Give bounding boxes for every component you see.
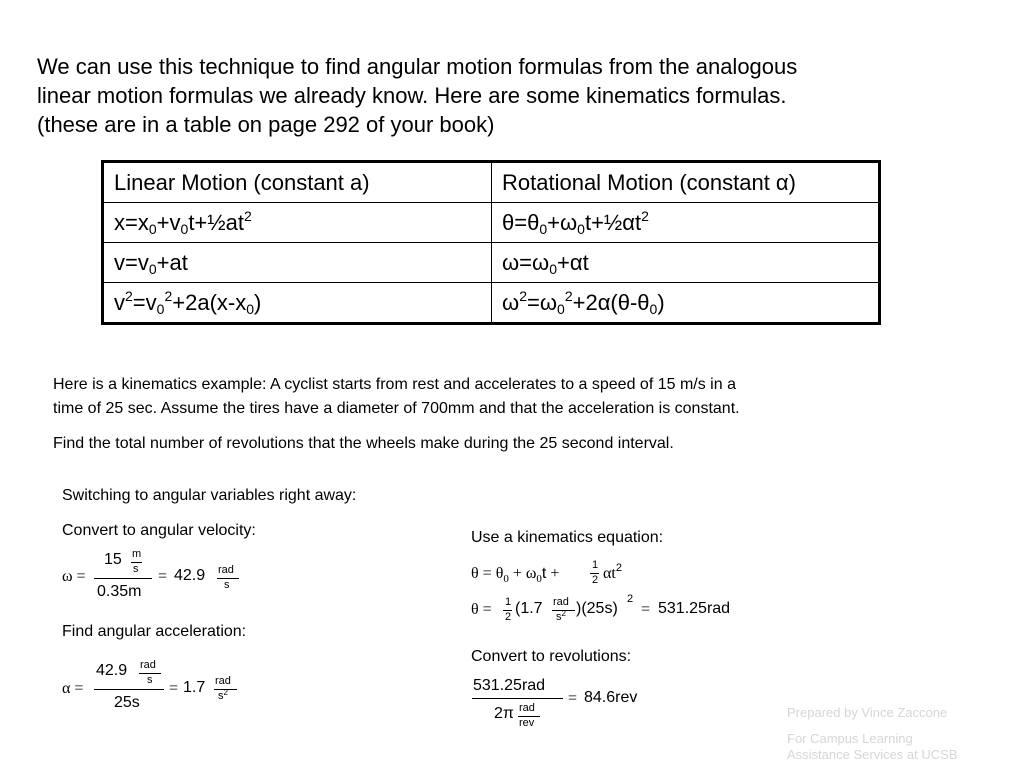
omega-lhs: ω = — [62, 568, 86, 585]
theta-lhs: θ = — [471, 601, 492, 618]
alpha-unit-top: rad — [553, 596, 569, 608]
example-line-1: Here is a kinematics example: A cyclist starts from rest and accelerates to a speed of 15 m/s in a — [53, 376, 736, 393]
fraction-bar — [94, 689, 164, 690]
half-numerator: 1 — [592, 559, 599, 571]
equals-sign: = — [158, 568, 168, 585]
result-value: 84.6rev — [584, 689, 638, 706]
switching-label: Switching to angular variables right away: — [62, 487, 357, 504]
convert-revolutions-label: Convert to revolutions: — [471, 648, 632, 665]
linear-velocity-formula: $v=v_0+at$ — [103, 243, 492, 283]
time-exponent: 2 — [627, 593, 634, 605]
time-value: )(25s) — [576, 600, 618, 617]
table-header-row — [103, 162, 880, 203]
half-numerator: 1 — [505, 596, 512, 608]
intro-line-1: We can use this technique to find angular motion formulas from the analogous — [37, 54, 798, 79]
linear-position-formula: $x=x_0+v_0t+\frac{1}{2}at^2$ — [103, 203, 492, 243]
header-rotational: Rotational Motion (constant α) — [492, 162, 880, 203]
denominator: 25s — [114, 694, 140, 711]
theta-equation-text: $\theta = \theta_0 + \omega_0t$ + — [471, 565, 560, 585]
result-unit-top: rad — [218, 564, 234, 576]
fraction-bar — [94, 578, 152, 579]
prepared-by-credit: Prepared by Vince Zaccone — [787, 705, 948, 720]
numerator-unit-top: m — [132, 548, 142, 560]
example-line-2: time of 25 sec. Assume the tires have a diameter of 700mm and that the acceleration is constant. — [53, 400, 740, 417]
equals-sign: = — [169, 680, 179, 697]
table-row — [103, 243, 880, 283]
alpha-unit-bottom: $s^2$ — [556, 609, 566, 623]
rotational-position-formula: $\theta=\theta_0+\omega_0t+\frac{1}{2}\alpha t^2$ — [492, 203, 880, 243]
linear-velocity-squared-formula: $v^2=v_0^2+2a(x-x_0)$ — [103, 283, 492, 324]
denominator-unit-top: rad — [519, 702, 535, 714]
find-acceleration-label: Find angular acceleration: — [62, 623, 247, 640]
convert-velocity-label: Convert to angular velocity: — [62, 522, 256, 539]
half-denominator: 2 — [505, 611, 512, 623]
numerator-unit-bottom: s — [133, 563, 139, 575]
kinematics-table — [101, 160, 881, 325]
intro-paragraph — [37, 52, 997, 139]
result-unit-bottom: $s^2$ — [218, 688, 228, 702]
fraction-bar — [472, 698, 563, 699]
numerator-value: 15 — [104, 551, 122, 568]
numerator-unit-top: rad — [140, 659, 156, 671]
half-denominator: 2 — [592, 574, 599, 586]
result-value: 531.25rad — [658, 600, 731, 617]
alpha-value: (1.7 — [515, 600, 543, 617]
alpha-lhs: α = — [62, 680, 84, 697]
numerator-unit-bottom: s — [147, 674, 153, 686]
numerator: 531.25rad — [473, 677, 546, 694]
table-row — [103, 203, 880, 243]
result-value: 42.9 — [174, 567, 206, 584]
use-kinematics-label: Use a kinematics equation: — [471, 529, 664, 546]
numerator-value: 42.9 — [96, 662, 128, 679]
credit-line-1: For Campus Learning — [787, 731, 913, 746]
result-value: 1.7 — [183, 679, 206, 696]
rotational-velocity-formula: $\omega=\omega_0+\alpha t$ — [492, 243, 880, 283]
equals-sign: = — [641, 601, 651, 618]
credit-line-2: Assistance Services at UCSB — [787, 747, 958, 762]
alpha-t-term: $\alpha t^2$ — [603, 562, 622, 582]
intro-line-2: linear motion formulas we already know. Here are some kinematics formulas. — [37, 83, 787, 108]
denominator-unit-bottom: rev — [519, 717, 535, 729]
rotational-velocity-squared-formula: $\omega^2=\omega_0^2+2\alpha(\theta-\theta_0)$ — [492, 283, 880, 324]
denominator: 0.35m — [97, 583, 142, 600]
intro-line-3: (these are in a table on page 292 of your book) — [37, 112, 495, 137]
header-linear: Linear Motion (constant a) — [103, 162, 492, 203]
result-unit-top: rad — [215, 675, 231, 687]
table-row — [103, 283, 880, 324]
result-unit-bottom: s — [224, 579, 230, 591]
equals-sign: = — [568, 690, 578, 707]
denominator-value: 2π — [494, 705, 514, 722]
example-line-3: Find the total number of revolutions that the wheels make during the 25 second interval. — [53, 435, 674, 452]
